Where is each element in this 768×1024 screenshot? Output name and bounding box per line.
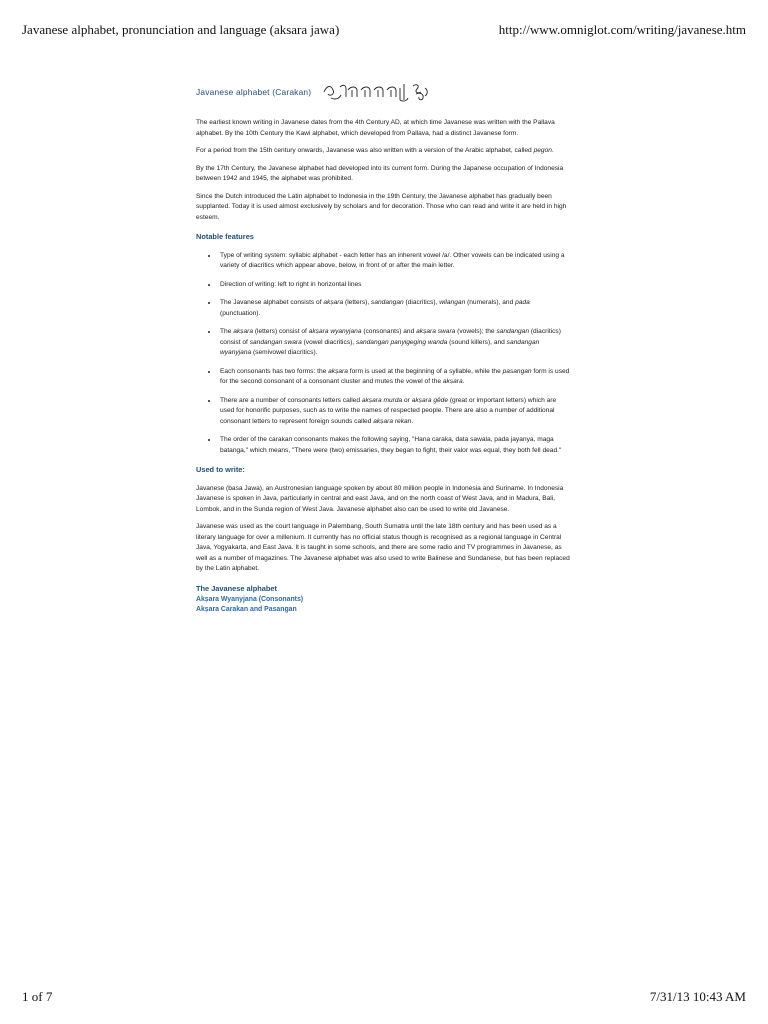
list-item: • There are a number of consonants letters called akṣara murda or akṣara gêde (great or important letters) which are used for honorific purposes, such as to write the names of respected people. There are also a number of additional consonant letters to represent foreign sounds called akṣara rekan. [218,396,570,428]
link-consonants[interactable]: Akṣara Wyanyjana (Consonants) [196,596,304,603]
alphabet-links [196,584,570,616]
page-title: Javanese alphabet (Carakan) [196,86,312,97]
intro-paragraph-3: By the 17th Century, the Javanese alphabet had developed into its current form. During the Japanese occupation of Indonesia between 1942 and 1945, the alphabet was prohibited. [196,164,564,182]
print-footer [22,989,746,1005]
intro-paragraph-4: Since the Dutch introduced the Latin alphabet to Indonesia in the 19th Century, the Javanese alphabet has gradually been supplanted. Today it is used almost exclusively by scholars and for decoration. Those who can read and write it are held in high esteem. [196,192,567,221]
used-to-write-heading: Used to write: [196,465,245,474]
print-header [22,22,746,38]
page-number: 1 of 7 [22,989,53,1004]
used-paragraph-1: Javanese (basa Jawa), an Austronesian language spoken by about 80 million people in Indonesia and Suriname. In Indonesia Javanese is spoken in Java, particularly in central and east Java, and on the north coast of West Java, and in Madura, Bali, Lombok, and in the Sunda region of West Java. Javanese alphabet also can be used to write old Javanese. [196,484,564,513]
list-item: • Type of writing system: syllabic alphabet - each letter has an inherent vowel /a/. Other vowels can be indicated using a variety of diacritics which appear above, below, in front of or after the main letter. [218,251,570,272]
used-paragraph-2: Javanese was used as the court language in Palembang, South Sumatra until the late 18th century and has been used as a literary language for over a millenium. It currently has no official status though is recognised as a regional language in Central Java, Yogyakarta, and East Java. It is taught in some schools, and there are some radio and TV programmes in Javanese, as well as a number of magazines. The Javanese alphabet was also used to write Balinese and Sundanese, but has been replaced by the Latin alphabet. [196,523,570,572]
print-datetime: 7/31/13 10:43 AM [649,989,746,1004]
page-content [196,80,570,615]
javanese-alphabet-heading: The Javanese alphabet [196,583,277,593]
link-carakan-pasangan[interactable]: Akṣara Carakan and Pasangan [196,606,297,613]
javanese-script-icon [321,80,437,104]
list-item: • Each consonants has two forms: the akṣara form is used at the beginning of a syllable, while the pasangan form is used for the second consonant of a consonant cluster and mutes the vowel of the akṣara. [218,367,570,388]
intro-paragraph-2: For a period from the 15th century onwards, Javanese was also written with a version of the Arabic alphabet, called pegon. [196,147,554,154]
list-item: • Direction of writing: left to right in horizontal lines [218,280,570,291]
print-page-title: Javanese alphabet, pronunciation and language (aksara jawa) [22,22,340,37]
print-url: http://www.omniglot.com/writing/javanese.htm [498,22,746,37]
list-item: • The akṣara (letters) consist of akṣara wyanyjana (consonants) and akṣara swara (vowels); the sandangan (diacritics) consist of sandangan swara (vowel diacritics), sandangan panyigeging wanda (sound killers), and sandangan wyanyjana (semivowel diacritics). [218,327,570,359]
list-item: • The Javanese alphabet consists of akṣara (letters), sandangan (diacritics), wilangan (numerals), and pada (punctuation). [218,298,570,319]
title-row [196,80,570,104]
notable-features-heading: Notable features [196,232,254,241]
intro-paragraph-1: The earliest known writing in Javanese dates from the 4th Century AD, at which time Javanese was written with the Pallava alphabet. By the 10th Century the Kawi alphabet, which developed from Pallava, had a distinct Javanese form. [196,119,555,137]
features-list [196,251,570,457]
list-item: • The order of the carakan consonants makes the following saying, "Hana caraka, data sawala, pada jayanya, maga batanga," which means, "There were (two) emissaries, they began to fight, their valor was equal, they both fell dead." [218,435,570,456]
